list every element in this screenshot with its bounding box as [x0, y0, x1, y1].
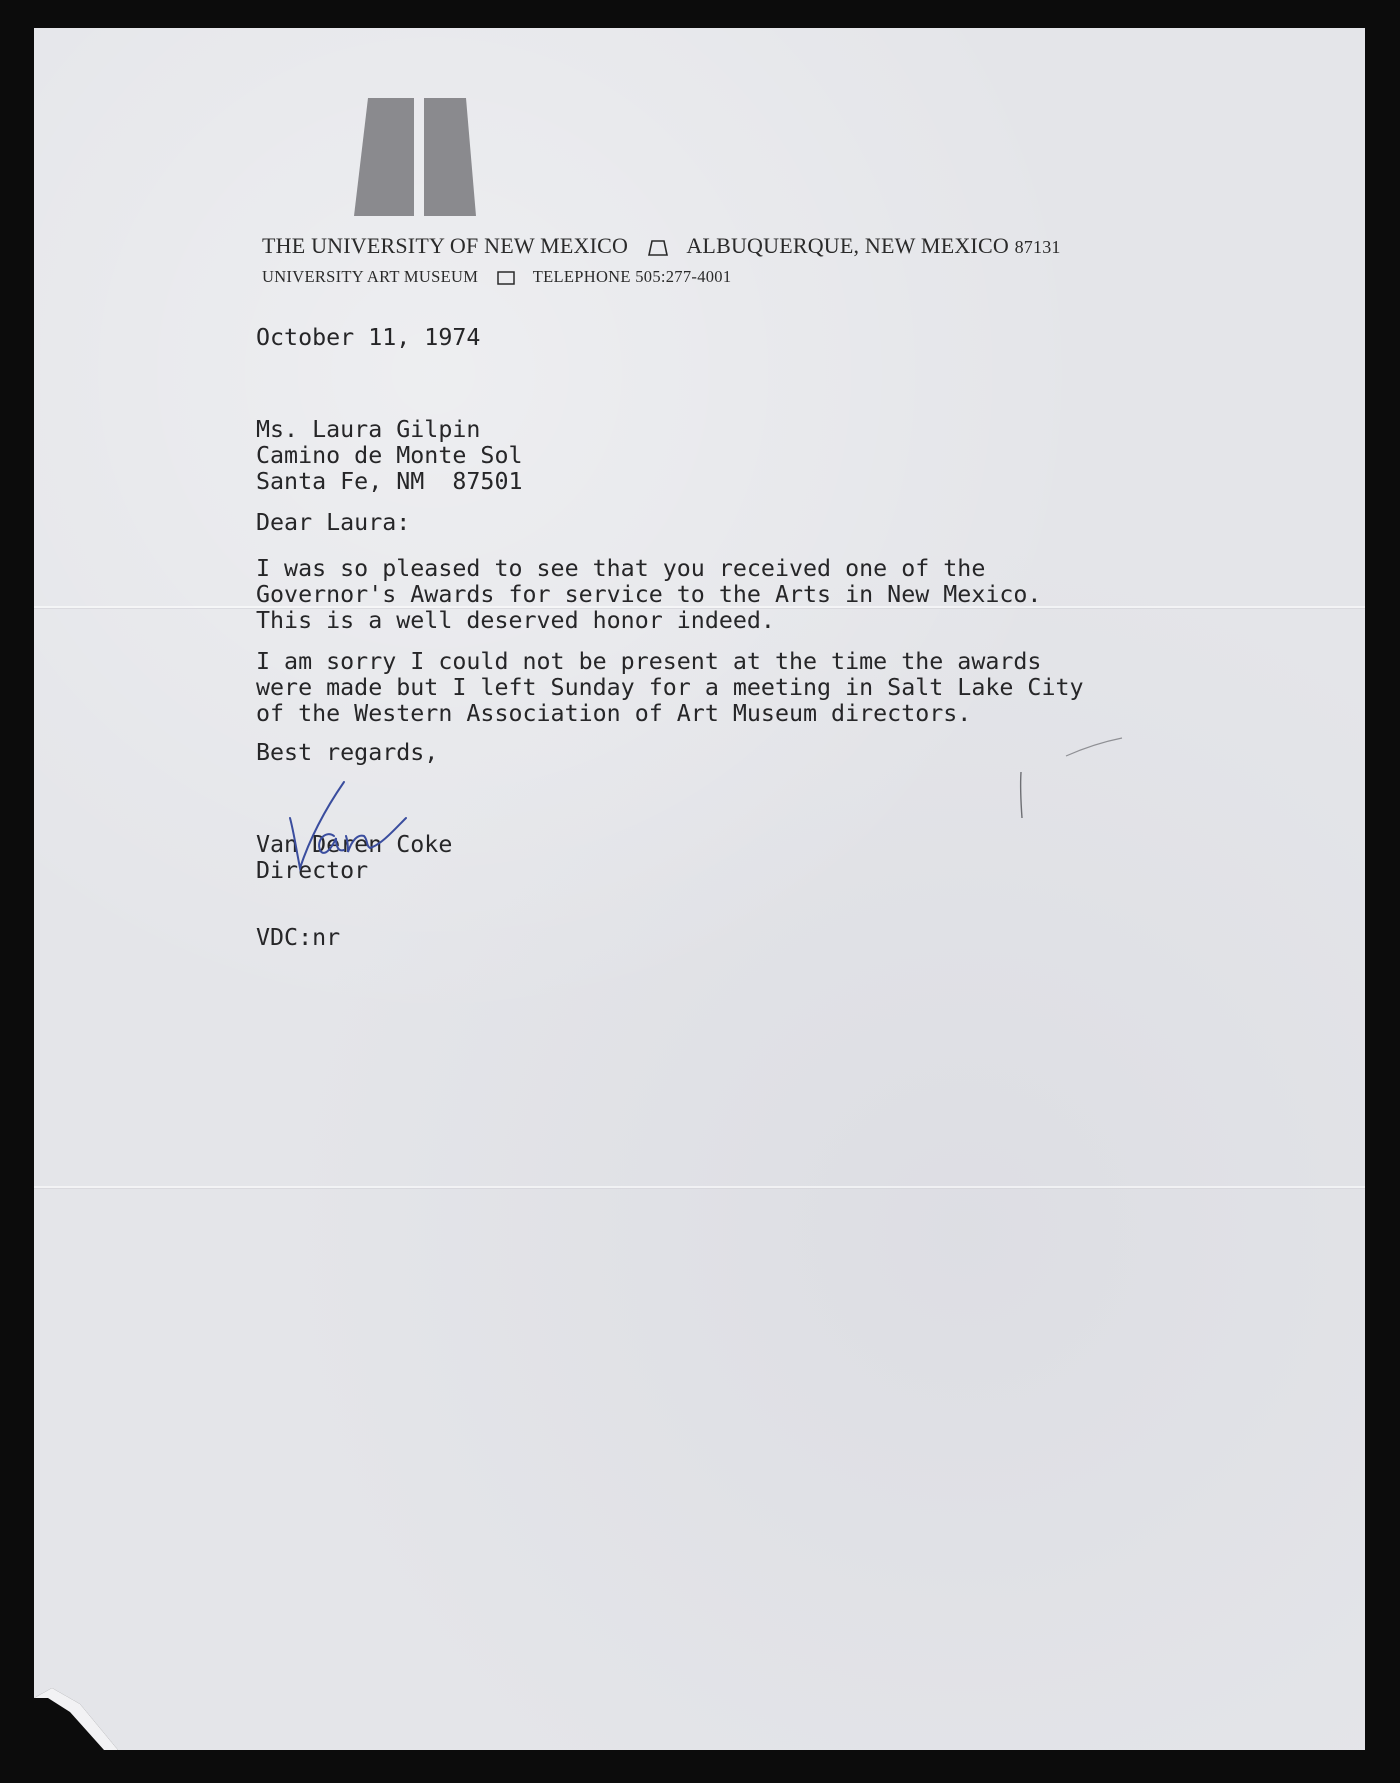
- paragraph-line: I was so pleased to see that you received one of the: [256, 555, 986, 582]
- telephone-number: 505:277-4001: [635, 267, 732, 286]
- handwritten-signature: [286, 778, 416, 878]
- recipient-city: Santa Fe, NM 87501: [256, 468, 523, 495]
- letterhead: [262, 233, 1061, 287]
- university-zip: 87131: [1014, 237, 1061, 257]
- university-logo-icon: [354, 96, 514, 221]
- letter-date: October 11, 1974: [256, 324, 481, 351]
- university-city: ALBUQUERQUE, NEW MEXICO: [686, 233, 1009, 258]
- telephone-label: TELEPHONE: [532, 267, 631, 286]
- paragraph-line: of the Western Association of Art Museum directors.: [256, 700, 972, 727]
- paragraph-2: [256, 649, 1084, 727]
- paragraph-line: were made but I left Sunday for a meeting in Salt Lake City: [256, 674, 1084, 701]
- recipient-address: [256, 417, 523, 495]
- recipient-street: Camino de Monte Sol: [256, 442, 523, 469]
- pencil-mark: [1064, 736, 1124, 760]
- separator-box-icon: [497, 271, 515, 285]
- letterhead-line-2: [262, 267, 1061, 287]
- university-name: THE UNIVERSITY OF NEW MEXICO: [262, 233, 629, 258]
- paragraph-1: [256, 556, 1041, 634]
- letter-page: [34, 28, 1365, 1750]
- paper-fold-line: [34, 1186, 1365, 1189]
- recipient-name: Ms. Laura Gilpin: [256, 416, 481, 443]
- separator-box-icon: [648, 240, 668, 256]
- pencil-mark: [1016, 770, 1026, 820]
- paragraph-line: Governor's Awards for service to the Arts in New Mexico.: [256, 581, 1042, 608]
- letterhead-line-1: [262, 233, 1061, 259]
- department-name: UNIVERSITY ART MUSEUM: [262, 267, 479, 286]
- folded-corner: [34, 1668, 124, 1750]
- reference-initials: VDC:nr: [256, 924, 341, 951]
- signer-title: Director: [256, 857, 369, 884]
- paragraph-line: I am sorry I could not be present at the time the awards: [256, 648, 1042, 675]
- salutation: Dear Laura:: [256, 509, 411, 536]
- signer-name: Van Deren Coke: [256, 831, 453, 858]
- closing: Best regards,: [256, 739, 439, 766]
- paragraph-line: This is a well deserved honor indeed.: [256, 607, 775, 634]
